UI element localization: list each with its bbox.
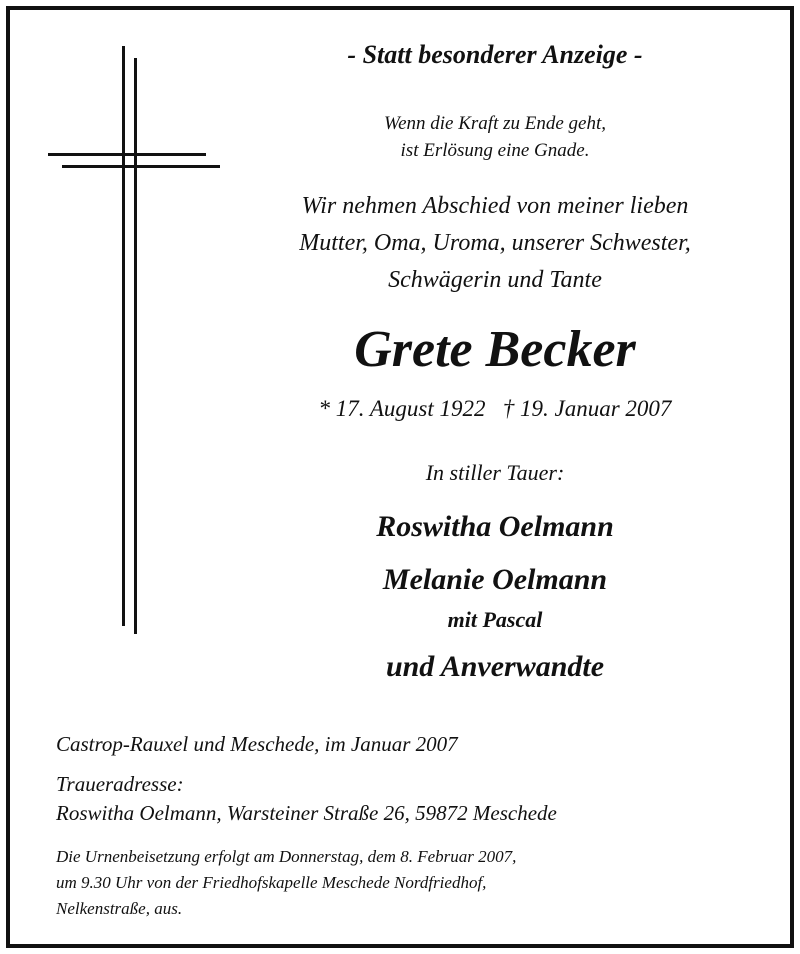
- quote-line: ist Erlösung eine Gnade.: [400, 140, 590, 161]
- farewell-line: Mutter, Oma, Uroma, unserer Schwester,: [299, 230, 691, 256]
- life-dates: * 17. August 1922 † 19. Januar 2007: [318, 396, 672, 421]
- mourner-name: Melanie Oelmann: [382, 563, 608, 596]
- address-label: Traueradresse:: [56, 772, 184, 796]
- farewell-text: [250, 188, 740, 299]
- obituary-notice: [6, 6, 794, 948]
- mourner-name: Roswitha Oelmann: [376, 510, 614, 543]
- mourning-label: In stiller Tauer:: [425, 460, 565, 485]
- quote-line: Wenn die Kraft zu Ende geht,: [384, 113, 606, 134]
- burial-line: Die Urnenbeisetzung erfolgt am Donnerstag, dem 8. Februar 2007,: [56, 847, 517, 866]
- mourning-address: Roswitha Oelmann, Warsteiner Straße 26, 59872 Meschede: [56, 801, 557, 825]
- farewell-line: Schwägerin und Tante: [388, 267, 602, 293]
- burial-line: um 9.30 Uhr von der Friedhofskapelle Meschede Nordfriedhof,: [56, 873, 487, 892]
- farewell-line: Wir nehmen Abschied von meiner lieben: [301, 193, 689, 219]
- mourner-companion: mit Pascal: [447, 607, 543, 632]
- deceased-name: Grete Becker: [354, 321, 636, 378]
- relatives: und Anverwandte: [385, 650, 605, 683]
- burial-info: [56, 844, 776, 922]
- burial-line: Nelkenstraße, aus.: [56, 899, 183, 918]
- notice-header: - Statt besonderer Anzeige -: [347, 40, 643, 69]
- place-date: Castrop-Rauxel und Meschede, im Januar 2007: [56, 732, 458, 756]
- quote: [250, 110, 740, 164]
